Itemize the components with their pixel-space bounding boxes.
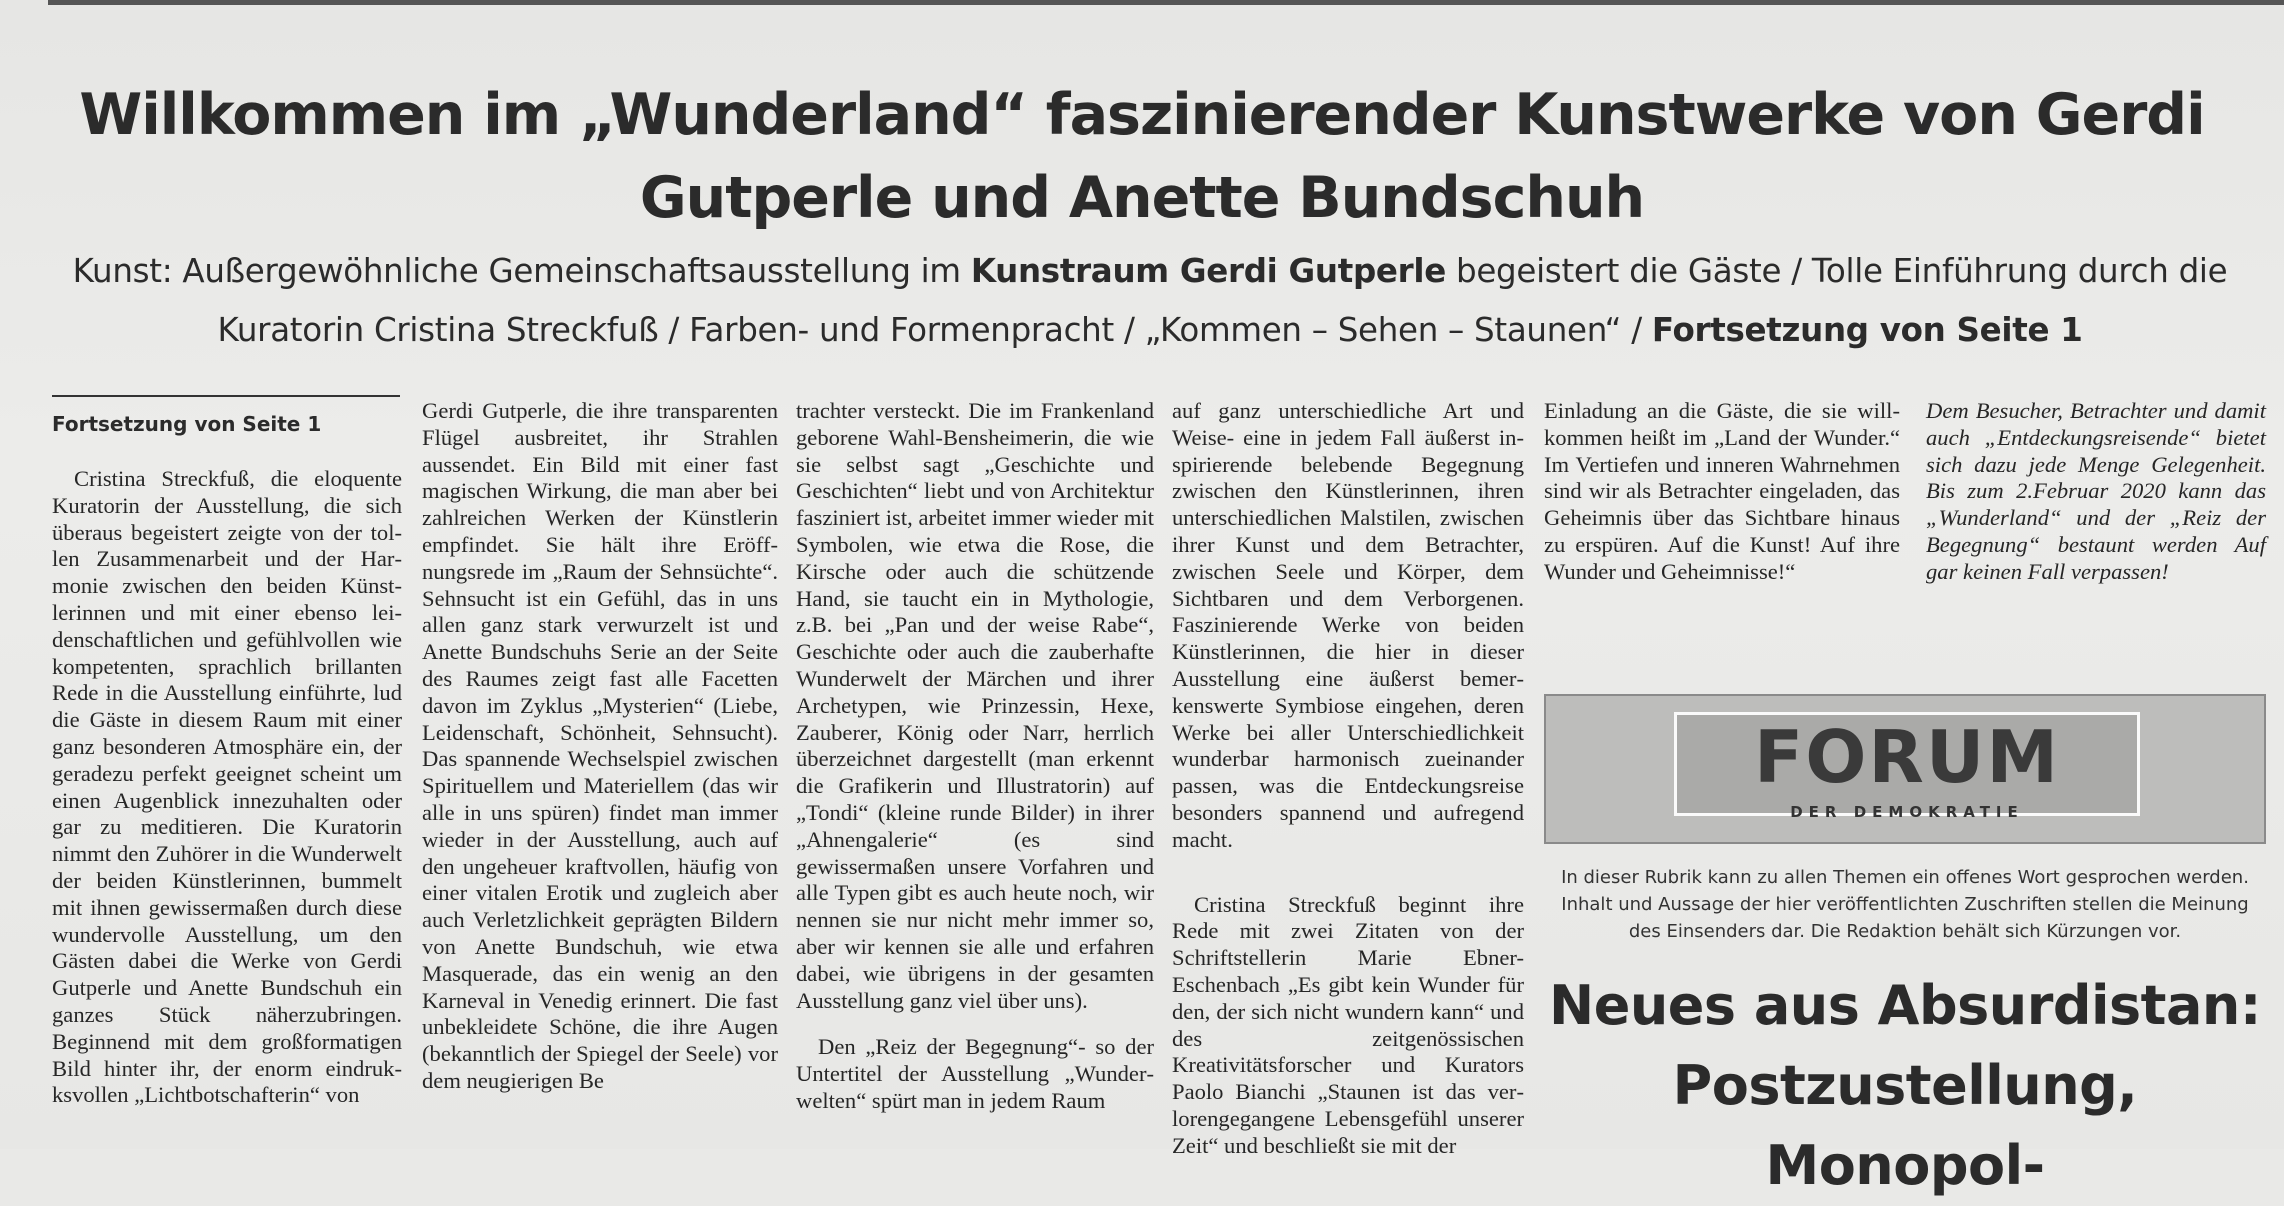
subhead-text-1: Kunst: Außergewöhnliche Gemeinschaftsausstellung im: [72, 252, 971, 290]
article-column-6: [1926, 398, 2266, 586]
top-rule: [48, 0, 2284, 5]
column-3-text: trachter versteckt. Die im Frankenland geborene Wahl-Bensheimerin, die wie sie selbst sagt „Geschichte und Geschichten“ liebt und von Architektur fasziniert ist, arbeitet immer wieder mit Symbolen, wie etwa die Rose, die Kirsche oder auch die schützende Hand, sie taucht ein in Mythologie, z.B. bei „Pan und der weise Rabe“, Geschichte oder auch die zauberhafte Wunderwelt der Märchen und ihrer Archetypen, wie Prinzessin, Hexe, Zauberer, König oder Narr, herrlich überzeichnet dargestellt (man erkennt die Grafikerin und Illustratorin) auf „Tondi“ (kleine runde Bilder) in ihrer „Ahnengalerie“ (es sind gewissermaßen unsere Vorfahren und alle Typen gibt es auch heute noch, wir nennen sie nur nicht mehr immer so, aber wir kennen sie alle und erfahren dabei, wie übrigens in der gesamten Ausstellung ganz viel über uns).: [796, 398, 1154, 1013]
column-4-text-2: Cristina Streckfuß beginnt ihre Rede mit zwei Zitaten von der Schriftstellerin Marie Ebner-Eschenbach „Es gibt kein Wunder für den, der sich nicht wundern kann“ und des zeitgenössischen Kreativitätsforscher und Kurators Paolo Bianchi „Staunen ist das verlorengegangene Lebensgefühl unserer Zeit“ und beschließt sie mit der: [1172, 891, 1524, 1158]
column-2-text: Gerdi Gutperle, die ihre transparenten Flügel ausbreitet, ihr Strahlen aussendet. Ein Bild mit einer fast magischen Wirkung, die man aber bei zahlreichen Werken der Künstlerin empfindet. Sie hält ihre Eröffnungsrede im „Raum der Sehnsüchte“. Sehnsucht ist ein Gefühl, das in uns allen ganz stark verwurzelt ist und Anette Bundschuhs Serie an der Seite des Raumes zeigt fast alle Facetten davon im Zyklus „Mysterien“ (Liebe, Leidenschaft, Schönheit, Sehnsucht). Das spannende Wechselspiel zwischen Spirituellem und Materiellem (das wir alle in uns spüren) findet man immer wieder in der Ausstellung, auch auf den ungeheuer kraftvollen, häufig von einer vitalen Erotik und zugleich aber auch Verletzlichkeit geprägten Bildern von Anette Bundschuh, wie etwa Masquerade, das ein wenig an den Karneval in Venedig erinnert. Die fast unbekleidete Schöne, die ihre Augen (bekanntlich der Spiegel der Seele) vor dem neugierigen Be: [422, 398, 778, 1093]
column-rule: [52, 395, 400, 397]
subhead-bold-2: Fortsetzung von Seite 1: [1651, 311, 2083, 349]
article-column-4: [1172, 398, 1524, 1160]
forum-subtitle: DER DEMOKRATIE: [1790, 803, 2024, 821]
subhead-text-2: begeistert die Gäste / Tolle Einführung durch die Kuratorin Cristina Streckfuß / Farben- und Formenpracht / „Kommen – Sehen – Staunen“ /: [217, 252, 2228, 349]
article-column-1: [52, 398, 402, 1109]
forum-title: FORUM: [1754, 715, 2060, 799]
forum-banner: [1544, 694, 2266, 844]
subhead-bold-1: Kunstraum Gerdi Gutperle: [970, 252, 1446, 290]
column-5-text: Einladung an die Gäste, die sie willkommen heißt im „Land der Wunder.“ Im Vertiefen und inneren Wahrnehmen sind wir als Betrachter eingeladen, das Geheimnis über das Sichtbare hinaus zu erspüren. Auf die Kunst! Auf ihre Wunder und Geheimnisse!“: [1544, 398, 1900, 584]
column-1-text: Cristina Streckfuß, die eloquente Kuratorin der Ausstellung, die sich überaus begeistert zeigte von der tollen Zusammenarbeit und der Harmonie zwischen den beiden Künstlerinnen und mit einer ebenso leidenschaftlichen und gefühlvollen wie kompetenten, sprachlich brillanten Rede in die Ausstellung einführte, lud die Gäste in diesem Raum mit einer ganz besonderen Atmosphäre ein, der geradezu perfekt geeignet scheint um einen Augenblick innezuhalten oder gar zu meditieren. Die Kuratorin nimmt den Zuhörer in die Wunderwelt der beiden Künstlerinnen, bummelt mit ihnen gewissermaßen durch diese wundervolle Ausstellung, um den Gästen dabei die Werke von Gerdi Gutperle und Anette Bundschuh ein ganzes Stück näherzubringen. Beginnend mit dem großformatigen Bild hinter ihr, der enorm eindrukksvollen „Lichtbotschafterin“ von: [52, 466, 402, 1108]
article-subhead: [60, 242, 2240, 360]
article-headline: Willkommen im „Wunderland“ faszinierender Kunstwerke von Gerdi Gutperle und Anette Bundschuh: [79, 82, 2205, 231]
article-column-3: [796, 398, 1154, 1115]
article-column-5: [1544, 398, 1900, 586]
column-6-italic-text: Dem Besucher, Betrachter und damit auch „Entdeckungsreisende“ bietet sich dazu jede Menge Gelegenheit. Bis zum 2.Februar 2020 kann das „Wunderland“ und der „Reiz der Begegnung“ bestaunt werden Auf gar keinen Fall verpassen!: [1926, 398, 2266, 584]
forum-logo: [1674, 712, 2140, 821]
forum-disclaimer: In dieser Rubrik kann zu allen Themen ein offenes Wort gesprochen werden. Inhalt und Aussage der hier veröffentlichten Zuschriften stellen die Meinung des Einsenders dar. Die Redaktion behält sich Kürzungen vor.: [1561, 867, 2249, 942]
continuation-label: Fortsetzung von Seite 1: [52, 412, 322, 436]
column-4-text: auf ganz unterschiedliche Art und Weise- eine in jedem Fall äußerst inspirierende belebende Begegnung zwischen den Künstlerinnen, ihren unterschiedlichen Malstilen, zwischen ihrer Kunst und dem Betrachter, zwischen Seele und Körper, dem Sichtbaren und dem Verborgenen. Faszinierende Werke von beiden Künstlerinnen, die hier in dieser Ausstellung eine äußerst bemerkenswerte Symbiose eingehen, deren Werke bei aller Unterschiedlichkeit wunderbar harmonisch zueinander passen, was die Entdeckungsreise besonders spannend und aufregend macht.: [1172, 398, 1524, 852]
next-article-headline: Neues aus Absurdistan: Postzustellung, Monopol-: [1549, 974, 2261, 1197]
column-3-text-2: Den „Reiz der Begegnung“- so der Untertitel der Ausstellung „Wunderwelten“ spürt man in jedem Raum: [796, 1034, 1154, 1113]
article-column-2: [422, 398, 778, 1095]
